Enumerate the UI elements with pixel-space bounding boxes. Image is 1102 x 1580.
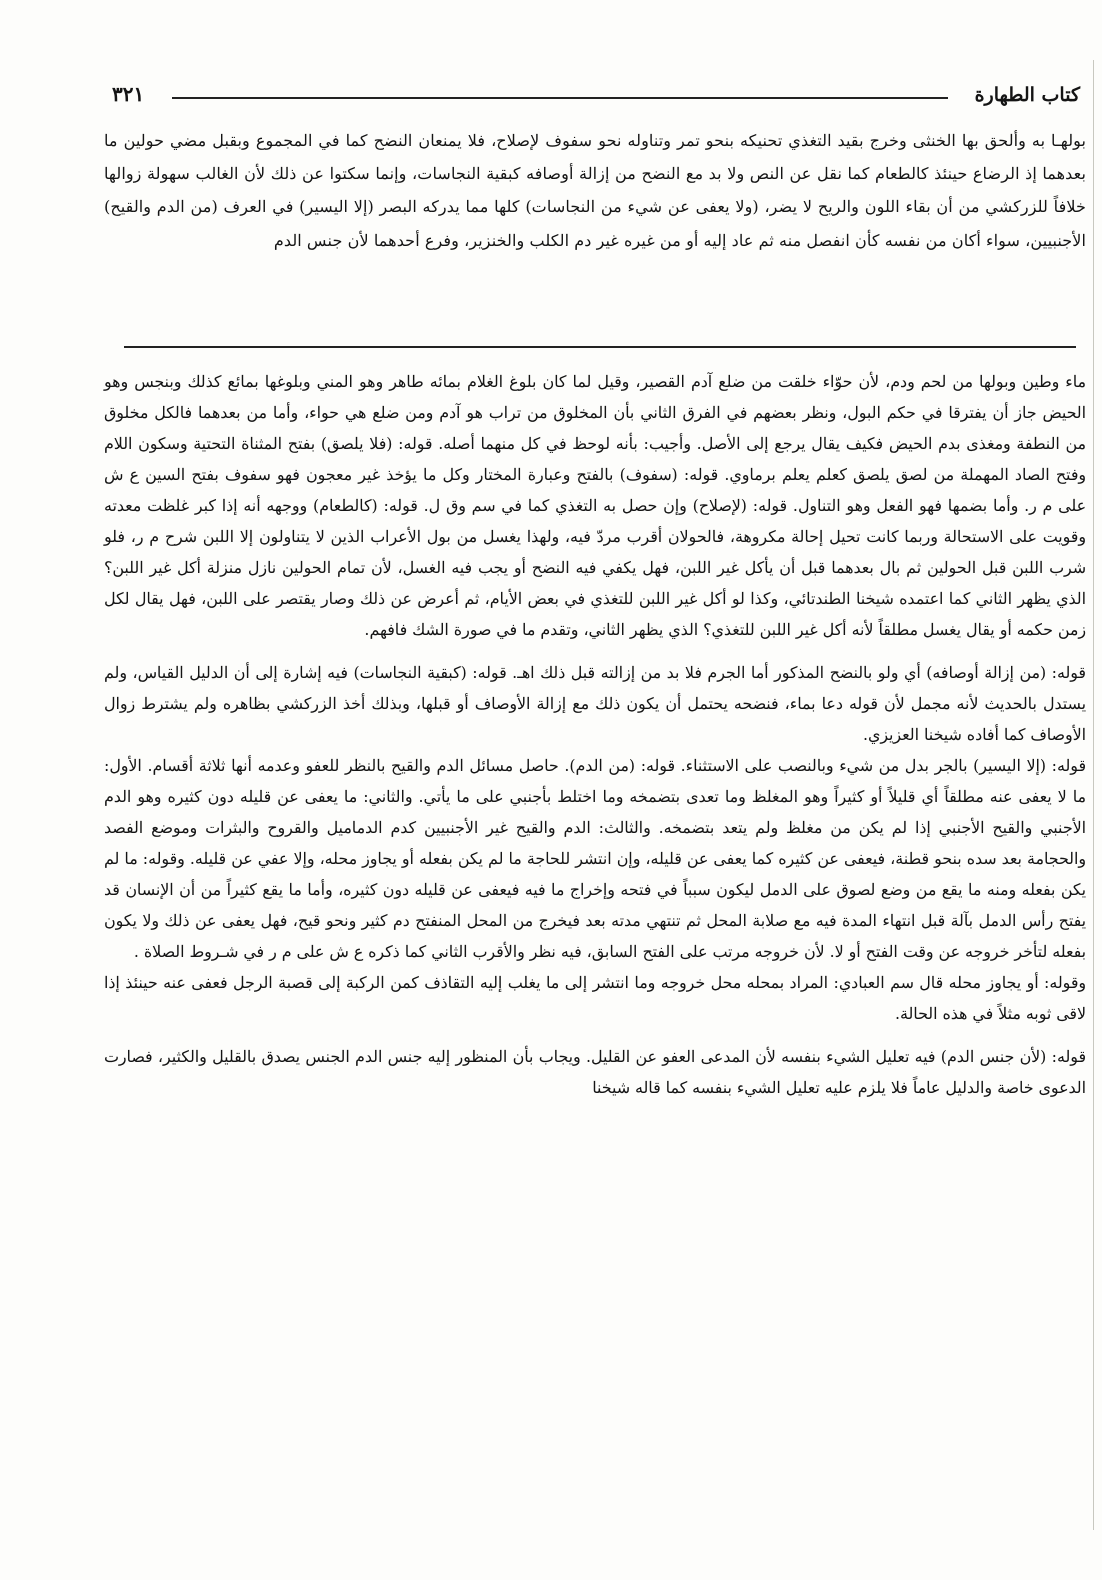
footnote-separator bbox=[124, 346, 1076, 348]
main-paragraph: بولهـا به وألحق بها الخنثى وخرج بقيد التغذي تحنيكه بنحو تمر وتناوله نحو سفوف لإصلاح، فلا يمنعان النضح كما في المجموع وبقبل مضي حولين ما بعدهما إذ الرضاع حينئذ كالطعام كما نقل عن النص ولا بد مع النضح من إزالة أوصافه كبقية النجاسات، وإنما سكتوا عن ذلك لأن الغالب سهولة زوالها خلافاً للزركشي من أن بقاء اللون والريح لا يضر، (ولا يعفى عن شيء من النجاسات) كلها مما يدركه البصر (إلا اليسير) في العرف (من الدم والقيح) الأجنبيين، سواء أكان من نفسه كأن انفصل منه ثم عاد إليه أو من غيره غير دم الكلب والخنزير، وفرع أحدهما لأن جنس الدم bbox=[104, 131, 1086, 250]
main-text-block bbox=[104, 124, 1086, 257]
commentary-paragraph: قوله: (من إزالة أوصافه) أي ولو بالنضح المذكور أما الجرم فلا بد من إزالته قبل ذلك اهـ. قوله: (كبقية النجاسات) فيه إشارة إلى أن الدليل القياس، ولم يستدل بالحديث لأنه مجمل لأن قوله دعا بماء، فنضحه يحتمل أن يكون ذلك مع إزالة الأوصاف أو قبلها، وبذلك أخذ الزركشي بظاهره ولم يشترط زوال الأوصاف كما أفاده شيخنا العزيزي. bbox=[104, 663, 1086, 744]
commentary-block bbox=[104, 366, 1086, 1103]
commentary-paragraph: وقوله: أو يجاوز محله قال سم العبادي: المراد بمحله محل خروجه وما انتشر إلى ما يغلب إليه التقاذف كمن الركبة إلى قصبة الرجل فعفى عنه حينئذ إذا لاقى ثوبه مثلاً في هذه الحالة. bbox=[104, 973, 1086, 1023]
header-rule bbox=[172, 97, 948, 99]
commentary-paragraph: ماء وطين وبولها من لحم ودم، لأن حوّاء خلقت من ضلع آدم القصير، وقيل لما كان بلوغ الغلام بمائه طاهر وهو المني وبلوغها بمائع كذلك وبنجس وهو الحيض جاز أن يفترقا في حكم البول، ونظر بعضهم في الفرق الثاني بأن المخلوق من تراب هو آدم ومن ضلع هي حواء، وأما من بعدهما فالكل مخلوق من النطفة ومغذى بدم الحيض فكيف يقال يرجع إلى الأصل. وأجيب: بأنه لوحظ في كل منهما أصله. قوله: (فلا يلصق) بفتح المثناة التحتية وسكون اللام وفتح الصاد المهملة من لصق يلصق كعلم يعلم برماوي. قوله: (سفوف) بالفتح وعبارة المختار وكل ما يؤخذ غير معجون فهو سفوف بفتح السين ع ش على م ر. وأما بضمها فهو الفعل وهو التناول. قوله: (لإصلاح) وإن حصل به التغذي كما في سم وق ل. قوله: (كالطعام) ووجهه أنه إذا كبر غلظت معدته وقويت على الاستحالة وربما كانت تحيل إحالة مكروهة، فالحولان أقرب مردّ فيه، ولهذا يغسل من بول الأعراب الذين لا يتناولون إلا اللبن شرح م ر، فلو شرب اللبن قبل الحولين ثم بال بعدهما قبل أن يأكل غير اللبن، فهل يكفي فيه النضح أو يجب فيه الغسل، لأن تمام الحولين نازل منزلة أكل غير اللبن؟ الذي يظهر الثاني كما اعتمده شيخنا الطندتائي، وكذا لو أكل غير اللبن للتغذي في بعض الأيام، ثم أعرض عن ذلك وصار يقتصر على اللبن، فهل يقال لكل زمن حكمه أو يقال يغسل مطلقاً لأنه أكل غير اللبن للتغذي؟ الذي يظهر الثاني، وتقدم ما في صورة الشك فافهم. bbox=[104, 372, 1087, 639]
commentary-paragraph: قوله: (لأن جنس الدم) فيه تعليل الشيء بنفسه لأن المدعى العفو عن القليل. ويجاب بأن المنظور إليه جنس الدم الجنس يصدق بالقليل والكثير، فصارت الدعوى خاصة والدليل عاماً فلا يلزم عليه تعليل الشيء بنفسه كما قاله شيخنا bbox=[104, 1047, 1086, 1097]
page-number: ٣٢١ bbox=[112, 82, 145, 106]
commentary-paragraph: قوله: (إلا اليسير) بالجر بدل من شيء وبالنصب على الاستثناء. قوله: (من الدم). حاصل مسائل الدم والقيح بالنظر للعفو وعدمه أنها ثلاثة أقسام. الأول: ما لا يعفى عنه مطلقاً أي قليلاً أو كثيراً وهو المغلظ وما تعدى بتضمخه وما اختلط بأجنبي على ما يأتي. والثاني: ما يعفى عن قليله دون كثيره وهو الدم الأجنبي والقيح الأجنبي إذا لم يكن من مغلظ ولم يتعد بتضمخه. والثالث: الدم والقيح غير الأجنبيين كدم الدماميل والقروح والبثرات وموضع الفصد والحجامة بعد سده بنحو قطنة، فيعفى عن كثيره كما يعفى عن قليله، وإن انتشر للحاجة ما لم يكن بفعله أو يجاوز محله، وإلا عفي عن قليله. وقوله: ما لم يكن بفعله ومنه ما يقع من وضع لصوق على الدمل ليكون سبباً في فتحه وإخراج ما فيه فيعفى عن قليله دون كثيره، وأما ما يقع كثيراً من أن الإنسان قد يفتح رأس الدمل بآلة قبل انتهاء المدة فيه مع صلابة المحل ثم تنتهي مدته بعد فيخرج من المحل المنفتح دم كثير ونحو قيح، فهل يعفى عن ذلك ولا يكون بفعله لتأخر خروجه عن وقت الفتح أو لا. لأن خروجه مرتب على الفتح السابق، فيه نظر والأقرب الثاني كما ذكره ع ش على م ر في شـروط الصلاة . bbox=[104, 756, 1087, 961]
running-title: كتاب الطهارة bbox=[974, 84, 1080, 106]
page-header bbox=[112, 80, 1080, 114]
